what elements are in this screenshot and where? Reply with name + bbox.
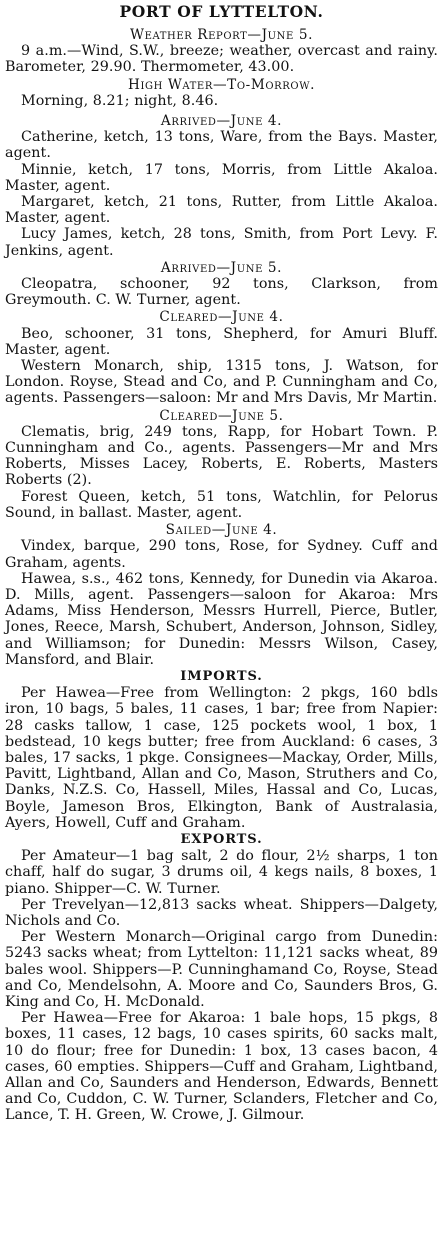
shipping-entry: Hawea, s.s., 462 tons, Kennedy, for Dunedin via Akaroa. D. Mills, agent. Passengers—saloon for Akaroa: Mrs Adams, Miss Henderson, Messrs Hurrell, Pierce, Butler, Jones, Reece, Marsh, Schubert, Anderson, Johnson, Sidley, and Williamson; for Dunedin: Messrs Wilson, Casey, Mansford, and Blair. [5, 570, 438, 668]
shipping-entry: Clematis, brig, 249 tons, Rapp, for Hobart Town. P. Cunningham and Co., agents. Passengers—Mr and Mrs Roberts, Misses Lacey, Roberts, E. Roberts, Masters Roberts (2). [5, 423, 438, 489]
high-water-heading: High Water—To-Morrow. [127, 76, 315, 93]
shipping-entry: Margaret, ketch, 21 tons, Rutter, from Little Akaloa. Master, agent. [5, 194, 438, 227]
weather-report: 9 a.m.—Wind, S.W., breeze; weather, overcast and rainy. Barometer, 29.90. Thermometer, 43.00. [5, 43, 438, 76]
shipping-entry: Western Monarch, ship, 1315 tons, J. Watson, for London. Royse, Stead and Co, and P. Cunningham and Co, agents. Passengers—saloon: Mr and Mrs Davis, Mr Martin. [5, 358, 438, 407]
shipping-entry: Catherine, ketch, 13 tons, Ware, from the Bays. Master, agent. [5, 129, 438, 162]
cargo-entry: Per Trevelyan—12,813 sacks wheat. Shippers—Dalgety, Nichols and Co. [5, 896, 438, 929]
cargo-entry: Per Hawea—Free for Akaroa: 1 bale hops, 15 pkgs, 8 boxes, 11 cases, 12 bags, 10 cases spirits, 60 sacks malt, 10 do flour; free for Dunedin: 1 box, 13 cases bacon, 4 cases, 60 empties. Shippers—Cuff and Graham, Lightband, Allan and Co, Saunders and Henderson, Edwards, Bennett and Co, Cuddon, C. W. Turner, Sclanders, Fletcher and Co, Lance, T. H. Green, W. Crowe, J. Gilmour. [5, 1010, 438, 1124]
shipping-entry: Beo, schooner, 31 tons, Shepherd, for Amuri Bluff. Master, agent. [5, 325, 438, 358]
weather-heading: Weather Report—June 5. [130, 27, 313, 43]
shipping-entry: Lucy James, ketch, 28 tons, Smith, from Port Levy. F. Jenkins, agent. [5, 226, 438, 259]
arrived-june5-heading: Arrived—June 5. [160, 259, 283, 276]
masthead: PORT OF LYTTELTON. [119, 2, 324, 21]
shipping-entry: Minnie, ketch, 17 tons, Morris, from Little Akaloa. Master, agent. [5, 161, 438, 194]
cargo-entry: Per Amateur—1 bag salt, 2 do flour, 2½ sharps, 1 ton chaff, half do sugar, 3 drums oil, 4 kegs nails, 8 boxes, 1 piano. Shipper—C. W. Turner. [5, 848, 438, 897]
arrived-june4-heading: Arrived—June 4. [160, 113, 283, 130]
sailed-june4-heading: Sailed—June 4. [165, 522, 278, 539]
high-water-times: Morning, 8.21; night, 8.46. [21, 92, 219, 109]
shipping-entry: Forest Queen, ketch, 51 tons, Watchlin, for Pelorus Sound, in ballast. Master, agent. [5, 488, 438, 521]
imports-heading: IMPORTS. [180, 668, 263, 684]
cleared-june5-heading: Cleared—June 5. [159, 407, 284, 424]
exports-heading: EXPORTS. [180, 831, 263, 847]
cleared-june4-heading: Cleared—June 4. [159, 309, 284, 326]
shipping-entry: Cleopatra, schooner, 92 tons, Clarkson, from Greymouth. C. W. Turner, agent. [5, 276, 438, 309]
shipping-entry: Vindex, barque, 290 tons, Rose, for Sydney. Cuff and Graham, agents. [5, 538, 438, 571]
cargo-entry: Per Western Monarch—Original cargo from Dunedin: 5243 sacks wheat; from Lyttelton: 11,121 sacks wheat, 89 bales wool. Shippers—P. Cunninghamand Co, Royse, Stead and Co, Mendelsohn, A. Moore and Co, Saunders Bros, G. King and Co, H. McDonald. [5, 929, 438, 1010]
cargo-entry: Per Hawea—Free from Wellington: 2 pkgs, 160 bdls iron, 10 bags, 5 bales, 11 cases, 1 bar; free from Napier: 28 casks tallow, 1 case, 125 pockets wool, 1 box, 1 bedstead, 10 kegs butter; free from Auckland: 6 cases, 3 bales, 17 sacks, 1 pkge. Consignees—Mackay, Order, Mills, Pavitt, Lightband, Allan and Co, Mason, Struthers and Co, Danks, N.Z.S. Co, Hassell, Miles, Hassal and Co, Lucas, Boyle, Jameson Bros, Elkington, Bank of Australasia, Ayers, Howell, Cuff and Graham. [5, 685, 438, 831]
